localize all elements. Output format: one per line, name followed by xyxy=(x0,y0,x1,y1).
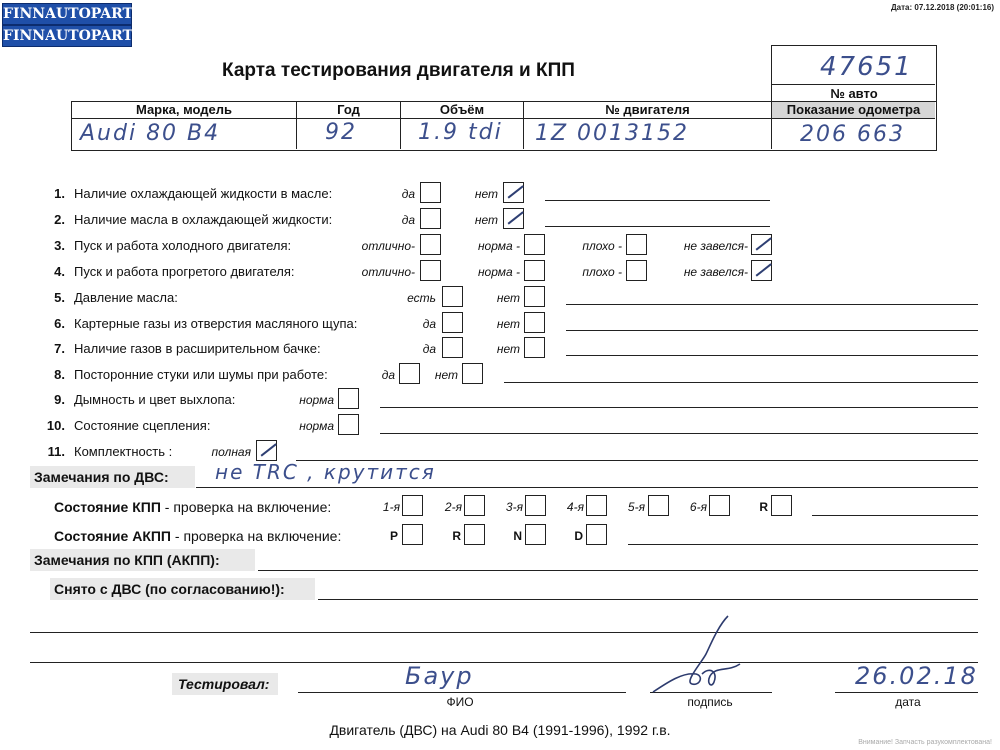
checkbox-yes[interactable] xyxy=(420,208,441,229)
checkbox-complete[interactable] xyxy=(256,440,277,461)
auto-number-divider xyxy=(772,84,935,85)
option-label: норма - xyxy=(477,265,520,279)
checkbox-bad[interactable] xyxy=(626,260,647,281)
auto-gearbox-label xyxy=(54,528,341,544)
notes-line xyxy=(380,407,978,408)
gearbox-notes-line xyxy=(812,515,978,516)
position-r-checkbox[interactable] xyxy=(464,524,485,545)
manual-gearbox-title: Состояние КПП xyxy=(54,499,161,515)
removed-label: Снято с ДВС (по согласованию!): xyxy=(54,581,285,597)
checkbox-normal[interactable] xyxy=(524,234,545,255)
header-odometer: Показание одометра xyxy=(786,102,921,117)
value-volume: 1.9 tdi xyxy=(418,120,503,145)
date-value: 26.02.18 xyxy=(855,662,978,690)
option-label: нет xyxy=(434,368,458,382)
item-number: 3. xyxy=(54,238,65,253)
option-label: да xyxy=(401,213,415,227)
item-number: 1. xyxy=(54,186,65,201)
item-number: 9. xyxy=(54,392,65,407)
remarks-engine-label: Замечания по ДВС: xyxy=(34,469,169,485)
header-engine-no: № двигателя xyxy=(605,102,690,117)
notes-line xyxy=(545,200,770,201)
checkbox-no[interactable] xyxy=(503,208,524,229)
checkbox-no[interactable] xyxy=(524,286,545,307)
notes-line xyxy=(566,304,978,305)
blank-line xyxy=(30,662,978,663)
item-number: 11. xyxy=(47,444,65,459)
checkbox-bad[interactable] xyxy=(626,234,647,255)
item-label: Посторонние стуки или шумы при работе: xyxy=(74,367,328,382)
position-label: R xyxy=(452,529,461,543)
vehicle-info-header-divider xyxy=(72,118,935,119)
item-label: Наличие масла в охлаждающей жидкости: xyxy=(74,212,333,227)
position-label: N xyxy=(513,529,522,543)
gear-3-checkbox[interactable] xyxy=(525,495,546,516)
option-label: нет xyxy=(496,317,520,331)
item-label: Пуск и работа холодного двигателя: xyxy=(74,238,292,253)
position-d-checkbox[interactable] xyxy=(586,524,607,545)
gear-2-checkbox[interactable] xyxy=(464,495,485,516)
date-stamp: Дата: 07.12.2018 (20:01:16) xyxy=(890,3,994,12)
position-label: P xyxy=(389,529,398,543)
option-label: нет xyxy=(474,213,498,227)
signature-label: подпись xyxy=(687,695,733,709)
brand-logo: FINNAUTOPARTS xyxy=(2,3,132,25)
item-number: 7. xyxy=(54,341,65,356)
item-label: Картерные газы из отверстия масляного щупа: xyxy=(74,316,358,331)
gear-label: R xyxy=(759,500,768,514)
notes-line xyxy=(380,433,978,434)
option-label: да xyxy=(422,317,436,331)
checkbox-no[interactable] xyxy=(524,312,545,333)
fio-line xyxy=(298,692,626,693)
blank-line xyxy=(30,632,978,633)
item-label: Наличие газов в расширительном бачке: xyxy=(74,341,321,356)
auto-gearbox-title: Состояние АКПП xyxy=(54,528,171,544)
form-title: Карта тестирования двигателя и КПП xyxy=(222,60,575,81)
option-label: норма xyxy=(299,419,334,433)
item-number: 2. xyxy=(54,212,65,227)
item-number: 5. xyxy=(54,290,65,305)
item-label: Комплектность : xyxy=(74,444,173,459)
manual-gearbox-subtitle: - проверка на включение: xyxy=(160,499,332,515)
checkbox-yes[interactable] xyxy=(442,312,463,333)
checkbox-excellent[interactable] xyxy=(420,234,441,255)
checkbox-no[interactable] xyxy=(503,182,524,203)
checkbox-yes[interactable] xyxy=(442,337,463,358)
notes-line xyxy=(566,355,978,356)
gear-6-checkbox[interactable] xyxy=(709,495,730,516)
position-p-checkbox[interactable] xyxy=(402,524,423,545)
removed-line xyxy=(318,599,978,600)
option-label: не завелся- xyxy=(683,239,748,253)
auto-number-value: 47651 xyxy=(820,52,913,82)
position-n-checkbox[interactable] xyxy=(525,524,546,545)
brand-logo-repeat: FINNAUTOPARTS xyxy=(2,25,132,47)
item-label: Давление масла: xyxy=(74,290,178,305)
option-label: не завелся- xyxy=(683,265,748,279)
position-label: D xyxy=(574,529,583,543)
option-label: полная xyxy=(211,445,251,459)
gear-4-checkbox[interactable] xyxy=(586,495,607,516)
checkbox-not-started[interactable] xyxy=(751,234,772,255)
gear-label: 4-я xyxy=(566,500,584,514)
photo-caption: Двигатель (ДВС) на Audi 80 B4 (1991-1996), 1992 г.в. xyxy=(329,722,671,738)
header-make-model: Марка, модель xyxy=(135,102,233,117)
notes-line xyxy=(545,226,770,227)
auto-number-label: № авто xyxy=(830,86,878,101)
option-label: да xyxy=(422,342,436,356)
checkbox-yes[interactable] xyxy=(420,182,441,203)
auto-gearbox-subtitle: - проверка на включение: xyxy=(171,528,342,544)
remarks-gearbox-line xyxy=(258,570,978,571)
option-label: да xyxy=(381,368,395,382)
value-year: 92 xyxy=(325,120,357,145)
gear-label: 3-я xyxy=(505,500,523,514)
value-engine-no: 1Z 0013152 xyxy=(535,121,690,146)
option-label: отлично- xyxy=(361,239,415,253)
gearbox-notes-line xyxy=(628,544,978,545)
value-odometer: 206 663 xyxy=(800,122,905,147)
value-make-model: Audi 80 B4 xyxy=(80,121,221,146)
gear-label: 2-я xyxy=(444,500,462,514)
item-number: 6. xyxy=(54,316,65,331)
gear-1-checkbox[interactable] xyxy=(402,495,423,516)
option-label: нет xyxy=(496,342,520,356)
option-label: плохо - xyxy=(582,239,622,253)
notes-line xyxy=(566,330,978,331)
option-label: норма xyxy=(299,393,334,407)
fio-value: Баур xyxy=(405,662,474,690)
tested-label: Тестировал: xyxy=(178,676,270,692)
option-label: норма - xyxy=(477,239,520,253)
remarks-engine-value: не TRC , крутится xyxy=(215,460,436,484)
checkbox-no[interactable] xyxy=(524,337,545,358)
item-number: 8. xyxy=(54,367,65,382)
item-label: Пуск и работа прогретого двигателя: xyxy=(74,264,295,279)
gear-label: 6-я xyxy=(689,500,707,514)
item-number: 10. xyxy=(46,418,65,433)
item-number: 4. xyxy=(54,264,65,279)
checkbox-excellent[interactable] xyxy=(420,260,441,281)
date-label: дата xyxy=(895,695,921,709)
option-label: нет xyxy=(474,187,498,201)
signature-mark xyxy=(648,612,748,700)
checkbox-normal[interactable] xyxy=(524,260,545,281)
header-year: Год xyxy=(337,102,360,117)
gear-label: 5-я xyxy=(627,500,645,514)
option-label: есть xyxy=(407,291,436,305)
option-label: отлично- xyxy=(361,265,415,279)
item-label: Дымность и цвет выхлопа: xyxy=(74,392,236,407)
option-label: нет xyxy=(496,291,520,305)
manual-gearbox-label xyxy=(54,499,331,515)
item-label: Наличие охлаждающей жидкости в масле: xyxy=(74,186,333,201)
notes-line xyxy=(504,382,978,383)
gear-reverse-checkbox[interactable] xyxy=(771,495,792,516)
footer-note: Внимание! Запчасть разукомплектована! xyxy=(858,739,992,746)
checkbox-yes[interactable] xyxy=(442,286,463,307)
fio-label: ФИО xyxy=(446,695,474,709)
date-line xyxy=(835,692,978,693)
option-label: да xyxy=(401,187,415,201)
remarks-gearbox-label: Замечания по КПП (АКПП): xyxy=(34,552,220,568)
checkbox-not-started[interactable] xyxy=(751,260,772,281)
item-label: Состояние сцепления: xyxy=(74,418,211,433)
checkbox-normal[interactable] xyxy=(338,414,359,435)
checkbox-normal[interactable] xyxy=(338,388,359,409)
remarks-engine-line xyxy=(196,487,978,488)
gear-5-checkbox[interactable] xyxy=(648,495,669,516)
checkbox-no[interactable] xyxy=(462,363,483,384)
gear-label: 1-я xyxy=(382,500,400,514)
header-volume: Объём xyxy=(439,102,485,117)
option-label: плохо - xyxy=(582,265,622,279)
